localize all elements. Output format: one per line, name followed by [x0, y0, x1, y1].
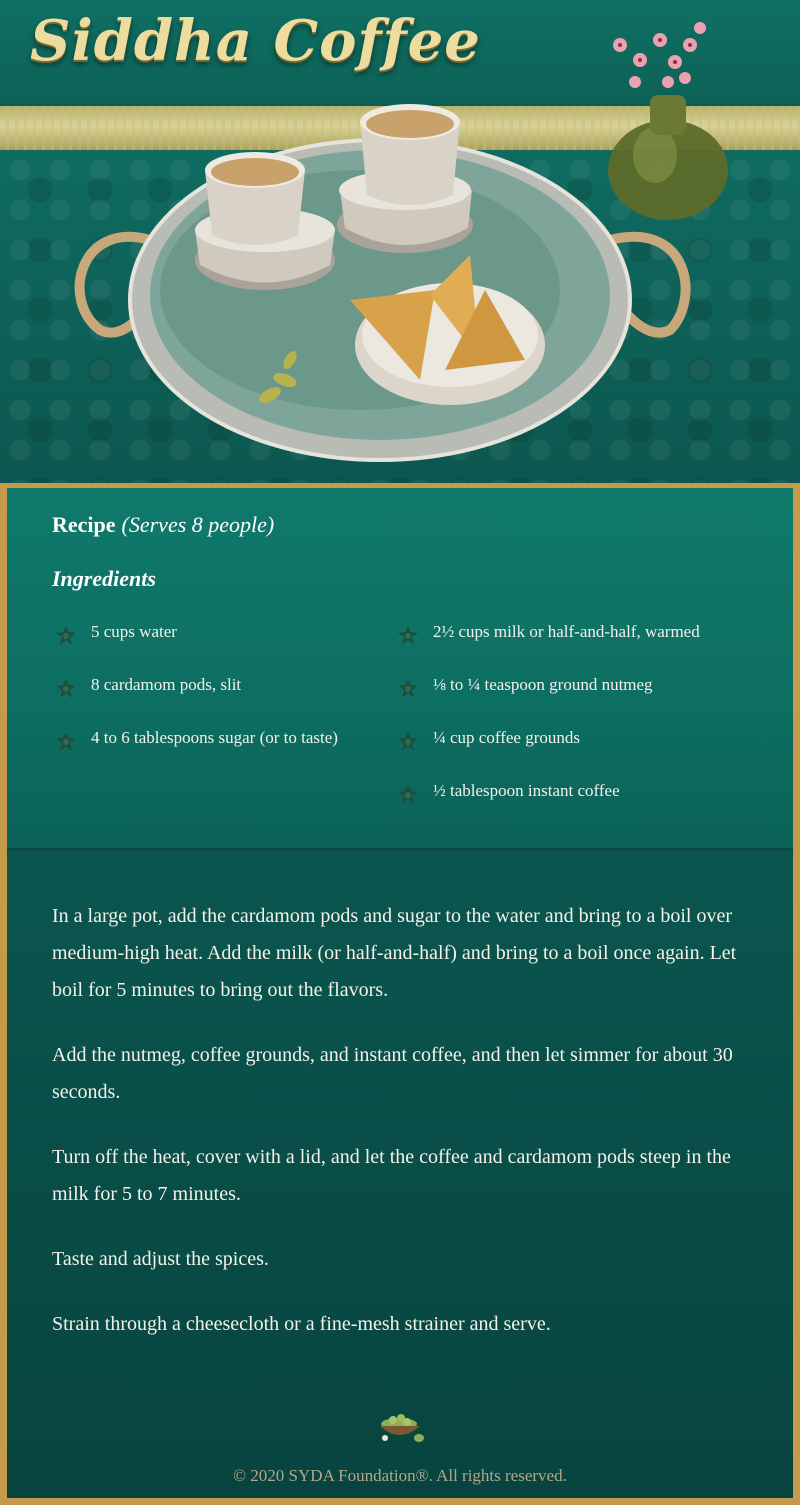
- hero-image: [0, 0, 800, 483]
- ingredient-text: ⅛ to ¼ teaspoon ground nutmeg: [433, 675, 653, 694]
- ingredients-list-left: [55, 622, 338, 781]
- ingredient-item: [55, 675, 338, 728]
- recipe-heading-label: Recipe: [52, 512, 116, 537]
- ingredient-text: 8 cardamom pods, slit: [91, 675, 242, 694]
- ingredient-item: [397, 781, 700, 834]
- leaf-icon: [397, 678, 419, 700]
- serves-text: (Serves 8 people): [121, 512, 275, 537]
- leaf-icon: [55, 731, 77, 753]
- instruction-step: Strain through a cheesecloth or a fine-mesh strainer and serve.: [52, 1313, 551, 1335]
- ingredient-text: 2½ cups milk or half-and-half, warmed: [433, 622, 700, 641]
- leaf-icon: [397, 731, 419, 753]
- copyright: © 2020 SYDA Foundation®. All rights reserved.: [233, 1466, 567, 1485]
- ingredient-item: [55, 622, 338, 675]
- page-title: Siddha Coffee: [30, 8, 481, 74]
- leaf-icon: [55, 625, 77, 647]
- ingredients-heading: Ingredients: [52, 566, 156, 591]
- ingredient-item: [397, 622, 700, 675]
- ingredients-list-right: [397, 622, 700, 834]
- instructions: [52, 898, 752, 1371]
- ingredient-text: 5 cups water: [91, 622, 177, 641]
- ingredient-text: ½ tablespoon instant coffee: [433, 781, 620, 800]
- ingredient-item: [397, 728, 700, 781]
- cardamom-bowl-icon: [375, 1404, 427, 1446]
- leaf-icon: [397, 625, 419, 647]
- ingredient-text: 4 to 6 tablespoons sugar (or to taste): [91, 728, 338, 747]
- recipe-heading: [52, 512, 274, 538]
- leaf-icon: [397, 784, 419, 806]
- flower-vase: [608, 22, 728, 220]
- instruction-step: Taste and adjust the spices.: [52, 1248, 269, 1270]
- ingredient-text: ¼ cup coffee grounds: [433, 728, 580, 747]
- coffee-cup-right: [337, 104, 473, 253]
- ingredient-item: [55, 728, 338, 781]
- instruction-step: Turn off the heat, cover with a lid, and let the coffee and cardamom pods steep in the milk for 5 to 7 minutes.: [52, 1146, 731, 1205]
- instruction-step: In a large pot, add the cardamom pods and sugar to the water and bring to a boil over medium-high heat. Add the milk (or half-and-half) and bring to a boil once again. Let boil for 5 minutes to bring out the flavors.: [52, 905, 737, 1001]
- instruction-step: Add the nutmeg, coffee grounds, and instant coffee, and then let simmer for about 30 seconds.: [52, 1044, 733, 1103]
- ingredient-item: [397, 675, 700, 728]
- leaf-icon: [55, 678, 77, 700]
